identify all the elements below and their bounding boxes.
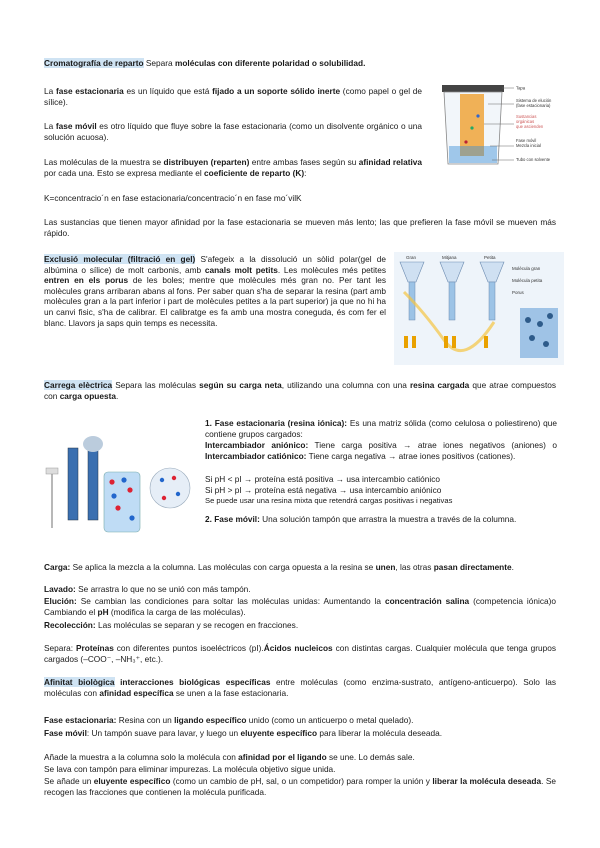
solvent: [449, 146, 497, 163]
text-segment: pasan directamente: [433, 562, 512, 572]
text-segment: (como un cambio de pH, sal, o un competidor) para romper la unión y: [170, 776, 433, 786]
text-segment: unen: [375, 562, 396, 572]
text-segment: liberar la molécula deseada: [432, 776, 542, 786]
fig-label-mitjana: Mitjana: [442, 255, 457, 260]
text-segment: afinidad específica: [99, 687, 174, 698]
text-segment: . Les molècules més petites: [277, 264, 386, 275]
bead-1: [525, 317, 531, 323]
carrega-item1: [205, 418, 557, 439]
anion-1: [121, 477, 126, 482]
text-segment: Se arrastra lo que no se unió con más tampón.: [75, 584, 251, 594]
text-segment: fase móvil: [55, 121, 97, 131]
text-segment: concentración salina: [384, 596, 470, 606]
label-mezcla: Mezcla inicial: [516, 143, 541, 148]
reparto-p4: Las sustancias que tienen mayor afinidad por la fase estacionaria se mueven más lento; las que prefieren la fase móvil se mueven más rápido.: [44, 217, 556, 238]
cation-2: [127, 487, 132, 492]
text-segment: Ácidos nucleicos: [263, 643, 333, 653]
text-segment: (como papel o gel de sílice).: [44, 86, 422, 107]
text-segment: Se añade un: [44, 776, 94, 786]
text-segment: Fase móvil: [44, 728, 87, 738]
text-segment: Una solución tampón que arrastra la muestra a través de la columna.: [259, 514, 517, 524]
exclusio-title: Exclusió molecular (filtració en gel): [44, 254, 196, 264]
carrega-anionic: [205, 440, 557, 461]
text-segment: La: [44, 121, 56, 131]
afinitat-intro-text: [44, 677, 556, 698]
label-tapa: Tapa: [516, 85, 526, 91]
carrega-rule2: Si pH > pI → proteína está negativa → usa intercambio aniónico: [205, 485, 442, 495]
text-segment: 2. Fase móvil:: [205, 514, 260, 524]
text-segment: S'afegeix a la dissolució un sòlid polar(gel de albúmina o sílice) de molt carbonis, amb: [44, 254, 387, 275]
stand: [46, 468, 58, 474]
text-segment: Las moléculas de la muestra se: [44, 157, 164, 167]
text-segment: eluyente específico: [93, 776, 171, 786]
text-segment: Las moléculas se separan y se recogen en fracciones.: [95, 620, 299, 630]
text-segment: Tiene carga positiva → atrae iones negativos (aniones) o: [308, 440, 557, 450]
text-segment: (competencia iónica)o Cambiando el: [44, 596, 556, 617]
resin-bead-zoom: [150, 468, 190, 508]
anion-3: [129, 515, 134, 520]
column-2: [449, 282, 455, 320]
text-segment: canals molt petits: [204, 264, 278, 275]
carrega-recoleccion: [44, 620, 556, 631]
reparto-heading-line: [44, 58, 564, 69]
zoom-cation-2: [162, 496, 166, 500]
fig-label-molecula-petita: Molècula petita: [512, 278, 543, 283]
gel-filtration-illustration: [394, 252, 564, 365]
carrega-title: Carrega elèctrica: [44, 380, 113, 390]
text-segment: Se cambian las condiciones para soltar las moléculas unidas: Aumentando la: [76, 596, 385, 606]
text-segment: de les boles; mentre que molècules més gran no. Per tant les molècules grans arribaran abans al fons. Per saber quan s'ha de separar la resina (part amb molècules gran a la part inferior i part de molècules petites a la part superior) ja que no hi ha un canvi fisic, s'ha de calibrar. El calibratge es fa amb una mostra coneguda, és com fer el blanc. Llavors ja saps quin temps es necessita.: [44, 275, 386, 328]
text-segment: La: [44, 86, 56, 96]
reparto-figure: [428, 80, 578, 170]
text-segment: .: [115, 390, 119, 401]
text-segment: interacciones biológicas específicas: [120, 677, 271, 687]
text-segment: es otro líquido que fluye sobre la fase estacionaria (como un disolvente orgánico o una solución acuosa).: [44, 121, 422, 142]
text-segment: .: [511, 562, 514, 572]
text-segment: , las otras: [395, 562, 434, 572]
text-segment: Intercambiador aniónico:: [205, 440, 309, 450]
ion-exchange-illustration: [40, 428, 198, 540]
label-organicas: orgánicas: [516, 119, 535, 124]
anion-2: [111, 493, 116, 498]
fig-label-petita: Petita: [484, 255, 496, 260]
tube-1: [404, 336, 408, 348]
bead-2: [537, 321, 543, 327]
text-segment: entre ambas fases según su: [249, 157, 359, 167]
text-segment: para liberar la molécula deseada.: [317, 728, 443, 738]
zoom-anion-1: [160, 478, 164, 482]
carrega-separa: [44, 643, 556, 664]
carrega-mixed: Se puede usar una resina mixta que retendrá cargas positivas i negativas: [205, 496, 453, 505]
afinitat-step2: Se lava con tampón para eliminar impurezas. La molécula objetivo sigue unida.: [44, 764, 336, 774]
text-segment: . Se recogen las fracciones que contienen la molécula purificada.: [44, 776, 556, 797]
text-segment: que atrae compuestos con: [44, 380, 557, 401]
afinitat-fe: [44, 715, 556, 726]
label-sustancias: Sustancias: [516, 114, 537, 119]
carrega-figure: [40, 428, 198, 540]
spot-3: [476, 114, 479, 117]
text-segment: según su carga neta: [199, 380, 282, 390]
carrega-rule1: Si pH < pI → proteína está positiva → usa intercambio catiónico: [205, 474, 440, 484]
text-segment: es un líquido que está: [123, 86, 213, 96]
text-segment: Lavado:: [44, 584, 76, 594]
text-segment: Se aplica la mezcla a la columna. Las moléculas con carga opuesta a la resina se: [70, 562, 376, 572]
label-elucion: Sistema de elución: [516, 98, 552, 103]
text-segment: Resina con un: [116, 715, 175, 725]
fig-label-molecula-gran: Molècula gran: [512, 266, 541, 271]
text-segment: coeficiente de reparto (K): [204, 167, 305, 178]
zoom-anion-2: [176, 492, 180, 496]
text-segment: :: [304, 167, 307, 178]
carrega-carga: [44, 562, 556, 573]
label-fase-est: (fase estacionaria): [516, 103, 551, 108]
reparto-title: Cromatografía de reparto: [44, 58, 144, 68]
exclusio-paragraph: [44, 254, 386, 328]
text-segment: Recolección:: [44, 620, 96, 630]
text-segment: unido (como un anticuerpo o metal quelado).: [246, 715, 414, 725]
text-segment: entren en els porus: [44, 275, 129, 286]
exclusio-body: [44, 254, 386, 328]
text-segment: afinidad relativa: [358, 157, 422, 167]
tube-4: [452, 336, 456, 348]
text-segment: entre moléculas (como enzima-sustrato, antígeno-anticuerpo). Solo las moléculas con: [44, 677, 556, 698]
text-segment: Fase estacionaria:: [44, 715, 117, 725]
column-b: [88, 448, 98, 520]
chromatography-tank-illustration: [428, 80, 578, 170]
text-segment: 1. Fase estacionaria (resina iónica):: [205, 418, 348, 428]
reparto-formula: K=concentracio´n en fase estacionaria/concentracio´n en fase mo´vilK: [44, 193, 302, 203]
fig-label-porus: Porus: [512, 290, 524, 295]
label-tubo: Tubo con solvente: [516, 157, 551, 162]
text-segment: con diferentes puntos isoeléctricos (pI).: [113, 643, 264, 653]
carrega-intro-text: [44, 380, 556, 401]
text-segment: Intercambiador catiónico:: [205, 450, 307, 461]
afinitat-step3: [44, 776, 556, 797]
reservoir: [83, 436, 103, 452]
reparto-p1: [44, 86, 422, 107]
carrega-intro: [44, 380, 556, 401]
reparto-p3: [44, 157, 422, 178]
bead-4: [529, 335, 535, 341]
text-segment: se unen a la fase estacionaria.: [173, 687, 289, 698]
text-segment: por cada una. Esto se expresa mediante el: [44, 167, 205, 178]
text-segment: Elución:: [44, 596, 77, 606]
afinitat-title: Afinitat biològica: [44, 677, 115, 687]
text-segment: afinidad por el ligando: [238, 752, 327, 762]
text-segment: : Un tampón suave para lavar, y luego un: [86, 728, 241, 738]
text-segment: (modifica la carga de las moléculas).: [108, 606, 246, 617]
fig-label-gran: Gran: [406, 255, 417, 260]
tube-3: [444, 336, 448, 348]
afinitat-step1: [44, 752, 556, 763]
text-segment: Separa las moléculas: [112, 380, 200, 390]
text-segment: Carga:: [44, 562, 71, 572]
label-fase-movil: Fase móvil: [516, 138, 537, 143]
text-segment: ligando específico: [174, 715, 247, 725]
text-segment: eluyente específico: [240, 728, 318, 738]
text-segment: se une. Lo demás sale.: [326, 752, 415, 762]
reparto-intro-b: moléculas con diferente polaridad o solubilidad.: [174, 58, 366, 68]
text-segment: Proteínas: [76, 643, 114, 653]
tube-2: [412, 336, 416, 348]
text-segment: carga opuesta: [59, 390, 116, 401]
afinitat-intro: [44, 677, 556, 698]
text-segment: fijado a un soporte sólido inerte: [212, 86, 341, 96]
column-a: [68, 448, 78, 520]
column-3: [489, 282, 495, 320]
zoom-cation-1: [172, 476, 176, 480]
bead-5: [543, 341, 549, 347]
text-segment: , utilizando una columna con una: [281, 380, 410, 390]
afinitat-fm: [44, 728, 556, 739]
text-segment: fase estacionaria: [55, 86, 124, 96]
carrega-lavado: [44, 584, 556, 595]
carrega-item2: [205, 514, 557, 525]
cation-3: [115, 505, 120, 510]
reparto-p2: [44, 121, 422, 142]
spot-2: [470, 126, 473, 129]
tank-lid: [442, 85, 504, 92]
spot-1: [464, 140, 467, 143]
carrega-elucion: [44, 596, 556, 617]
text-segment: con distintas cargas. Cualquier molécula que tenga grupos cargados (–COO⁻, –NH₃⁺, etc.).: [44, 643, 556, 664]
cation-1: [109, 479, 114, 484]
text-segment: pH: [97, 606, 109, 617]
text-segment: Tiene carga negativa → atrae iones positivos (cationes).: [306, 450, 516, 461]
text-segment: Es una matriz sólida (como celulosa o poliestireno) que contiene grupos cargados:: [205, 418, 557, 439]
exclusio-figure: [394, 252, 564, 365]
text-segment: resina cargada: [409, 380, 470, 390]
text-segment: Separa:: [44, 643, 77, 653]
reparto-intro-a: Separa: [143, 58, 175, 68]
label-ascienden: que ascienden: [516, 124, 544, 129]
bead-3: [547, 313, 553, 319]
tube-5: [484, 336, 488, 348]
text-segment: distribuyen (reparten): [163, 157, 250, 167]
text-segment: Añade la muestra a la columna solo la molécula con: [44, 752, 239, 762]
